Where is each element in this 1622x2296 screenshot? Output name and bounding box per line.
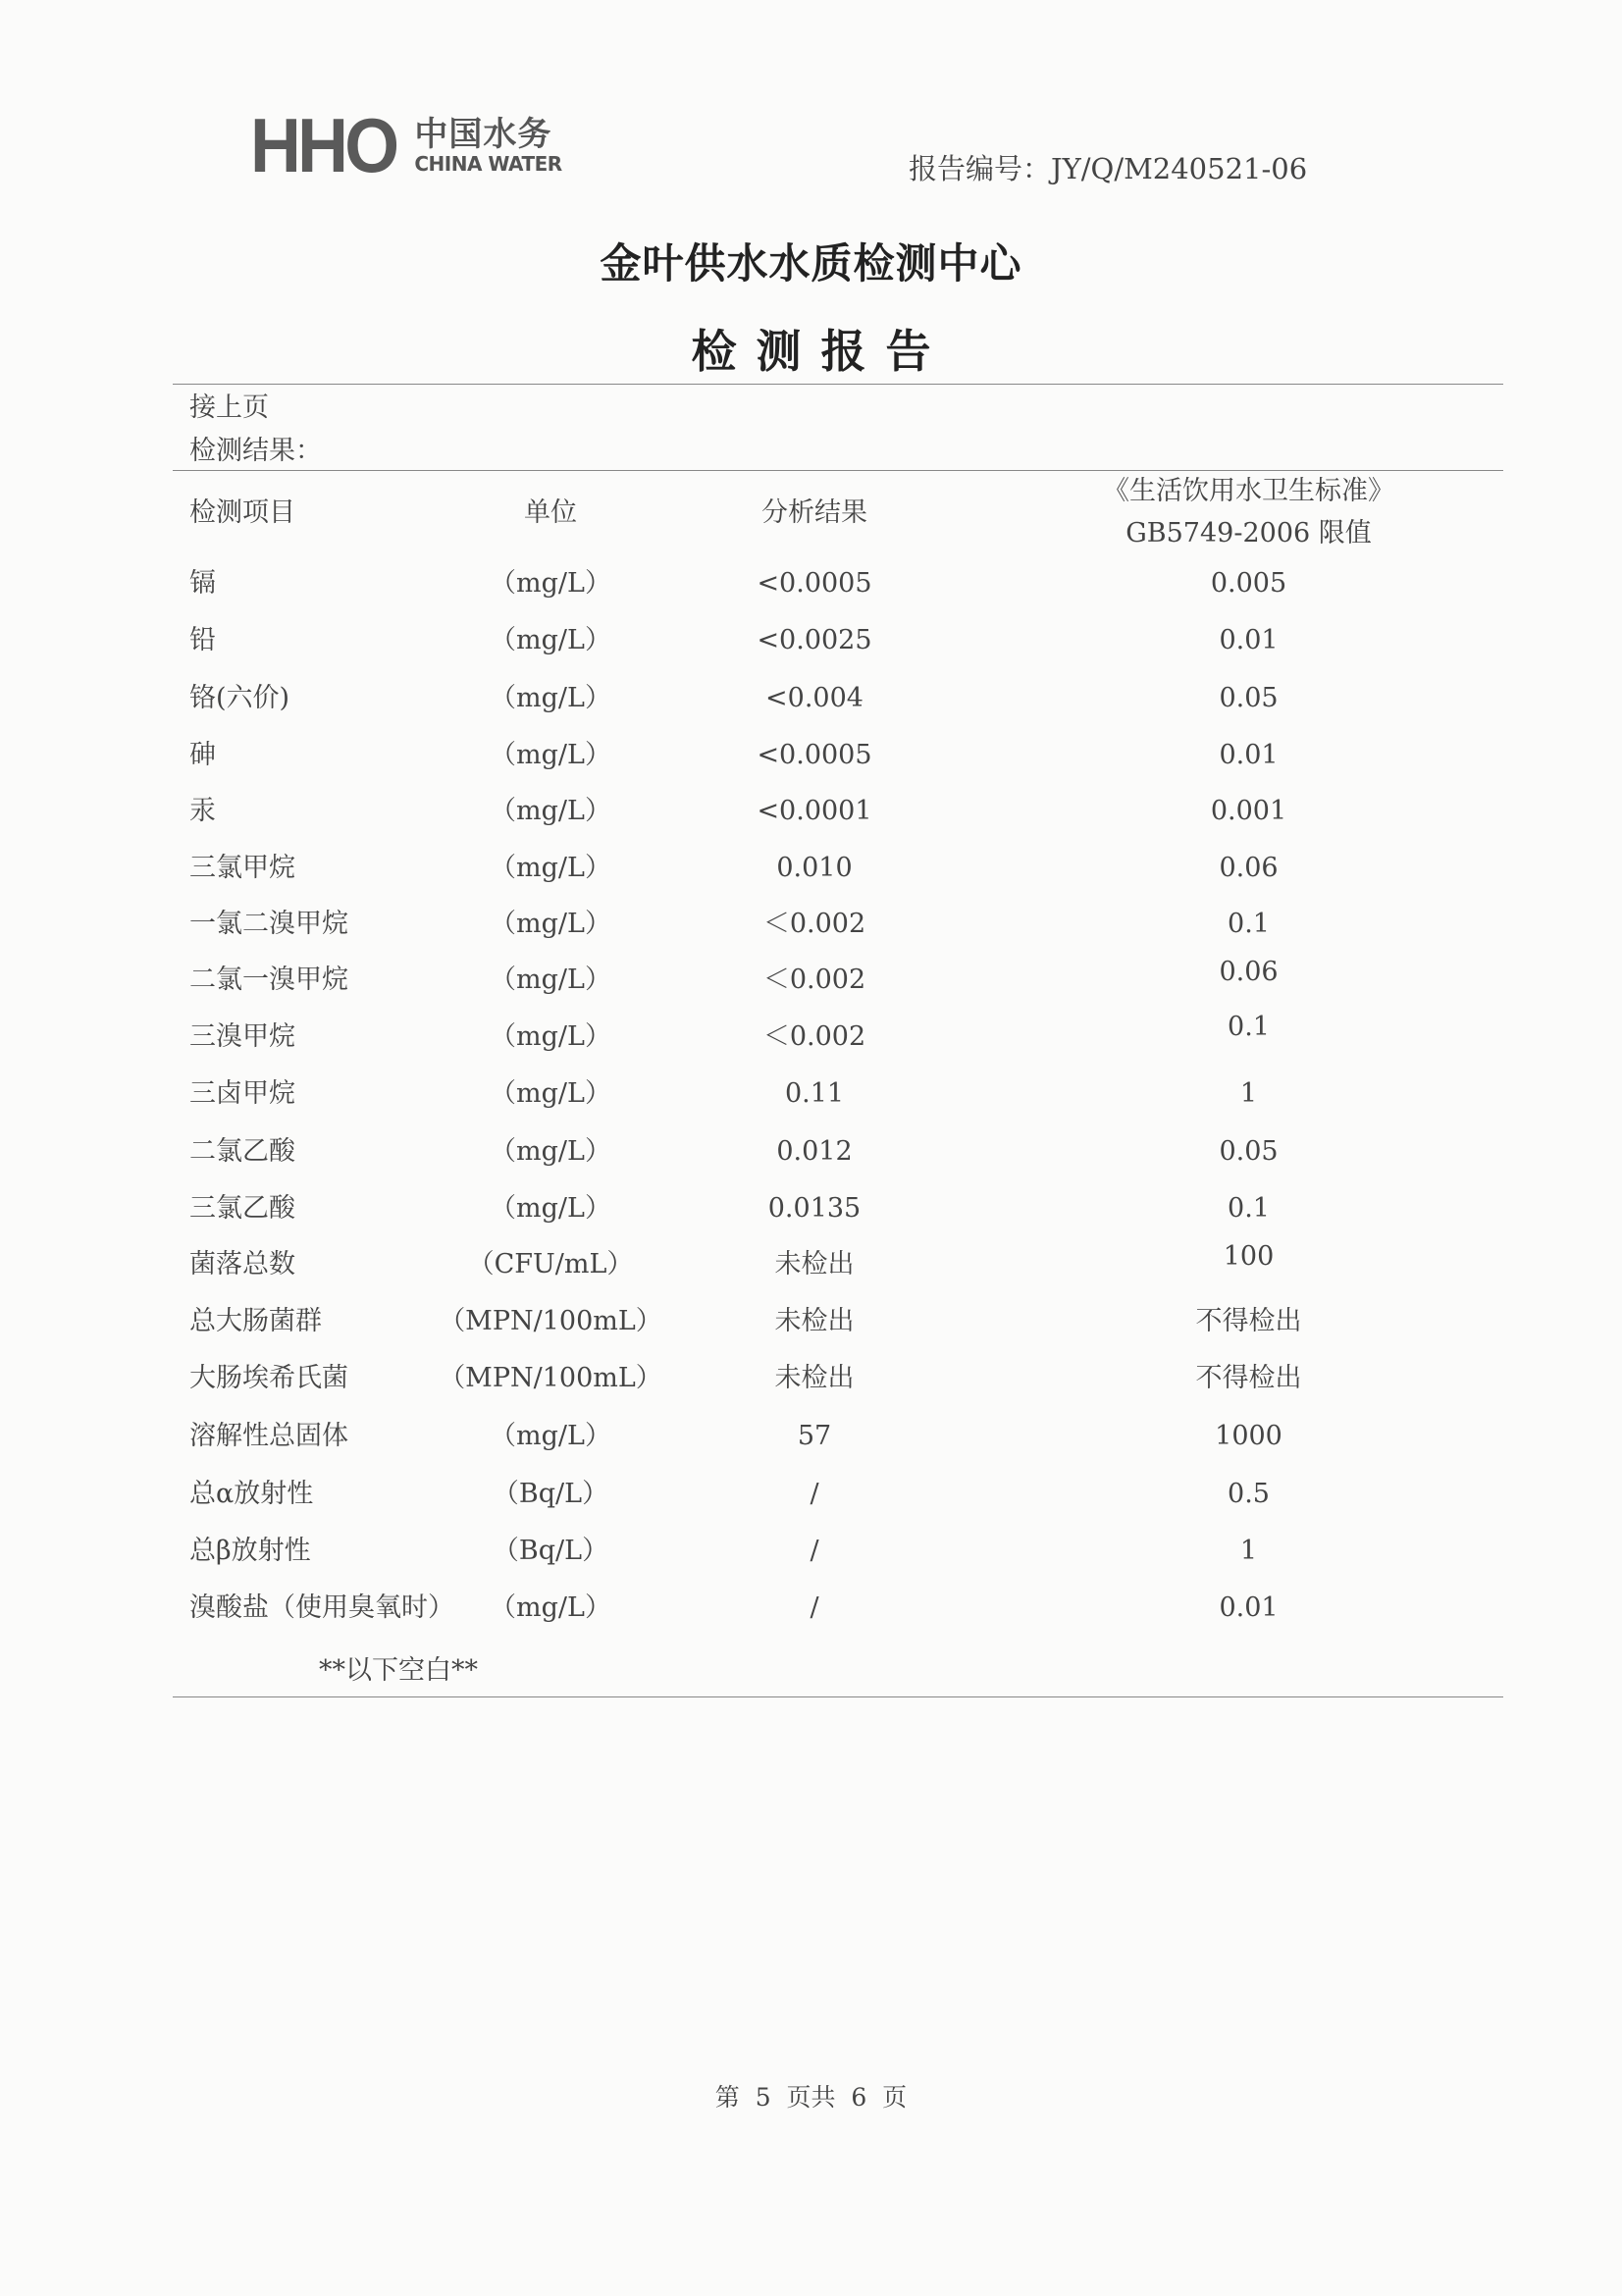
results-label: 检测结果： xyxy=(189,436,322,466)
row-item: 总大肠菌群 xyxy=(189,1306,322,1336)
row-unit: （MPN/100mL） xyxy=(439,1306,662,1336)
row-result: <0.0005 xyxy=(757,740,872,770)
row-item: 三卤甲烷 xyxy=(189,1078,295,1109)
report-title: 检测报告 xyxy=(691,325,951,378)
row-result: 未检出 xyxy=(774,1363,855,1393)
row-item: 大肠埃希氏菌 xyxy=(189,1363,348,1393)
row-limit: 0.01 xyxy=(1219,625,1279,655)
row-unit: （mg/L） xyxy=(490,1136,611,1167)
page-footer: 第 5 页共 6 页 xyxy=(714,2083,908,2112)
row-limit: 0.1 xyxy=(1228,1012,1270,1042)
row-limit: 1 xyxy=(1239,1536,1258,1566)
row-limit: 0.001 xyxy=(1210,796,1287,826)
row-item: 镉 xyxy=(189,568,216,599)
row-limit: 0.01 xyxy=(1219,1592,1279,1623)
top-divider xyxy=(173,384,1503,385)
row-item: 三氯甲烷 xyxy=(189,853,295,883)
row-unit: （mg/L） xyxy=(490,909,611,939)
row-unit: （mg/L） xyxy=(490,1421,611,1451)
row-unit: （mg/L） xyxy=(490,796,611,826)
row-limit: 0.005 xyxy=(1210,568,1287,599)
row-limit: 0.05 xyxy=(1219,1136,1279,1167)
row-unit: （mg/L） xyxy=(490,740,611,770)
header-limit xyxy=(1079,470,1418,554)
row-limit: 0.06 xyxy=(1219,957,1279,987)
row-limit: 0.5 xyxy=(1228,1479,1270,1509)
row-result: 0.11 xyxy=(784,1078,845,1109)
row-limit: 100 xyxy=(1223,1241,1275,1272)
row-item: 铅 xyxy=(189,625,216,655)
row-result: <0.004 xyxy=(765,683,863,713)
row-item: 溴酸盐（使用臭氧时） xyxy=(189,1592,454,1623)
logo-text xyxy=(414,116,561,175)
row-limit: 0.1 xyxy=(1228,909,1270,939)
row-result: 0.012 xyxy=(776,1136,853,1167)
row-result: ＜0.002 xyxy=(762,909,866,939)
row-result: 未检出 xyxy=(774,1306,855,1336)
row-item: 砷 xyxy=(189,740,216,770)
row-unit: （mg/L） xyxy=(490,568,611,599)
header-item: 检测项目 xyxy=(189,497,295,528)
row-limit: 不得检出 xyxy=(1195,1306,1302,1336)
row-result: 未检出 xyxy=(774,1249,855,1279)
row-result: ＜0.002 xyxy=(762,1021,866,1052)
row-limit: 0.1 xyxy=(1228,1193,1270,1224)
row-item: 汞 xyxy=(189,796,216,826)
row-unit: （Bq/L） xyxy=(492,1479,609,1509)
row-limit: 1 xyxy=(1239,1078,1258,1109)
row-unit: （mg/L） xyxy=(490,1021,611,1052)
row-item: 铬(六价) xyxy=(189,683,290,713)
row-unit: （mg/L） xyxy=(490,853,611,883)
row-unit: （CFU/mL） xyxy=(467,1249,634,1279)
row-result: / xyxy=(810,1479,819,1509)
row-unit: （mg/L） xyxy=(490,1078,611,1109)
row-result: / xyxy=(810,1536,819,1566)
organization-title: 金叶供水水质检测中心 xyxy=(600,239,1022,287)
report-number: 报告编号：JY/Q/M240521-06 xyxy=(909,152,1308,185)
row-result: <0.0001 xyxy=(757,796,872,826)
row-item: 总α放射性 xyxy=(189,1479,314,1509)
logo-mark: HHO xyxy=(250,102,396,188)
china-water-logo xyxy=(250,102,562,188)
row-result: <0.0005 xyxy=(757,568,872,599)
row-limit: 0.01 xyxy=(1219,740,1279,770)
row-limit: 0.06 xyxy=(1219,853,1279,883)
row-item: 溶解性总固体 xyxy=(189,1421,348,1451)
header-limit-standard: 《生活饮用水卫生标准》 xyxy=(1103,476,1394,506)
row-result: / xyxy=(810,1592,819,1623)
row-item: 一氯二溴甲烷 xyxy=(189,909,348,939)
continued-label: 接上页 xyxy=(189,392,269,423)
row-item: 三氯乙酸 xyxy=(189,1193,295,1224)
row-result: ＜0.002 xyxy=(762,965,866,995)
row-item: 三溴甲烷 xyxy=(189,1021,295,1052)
row-unit: （mg/L） xyxy=(490,625,611,655)
row-limit: 1000 xyxy=(1215,1421,1282,1451)
row-result: 0.010 xyxy=(776,853,853,883)
row-unit: （Bq/L） xyxy=(492,1536,609,1566)
row-item: 菌落总数 xyxy=(189,1249,295,1279)
row-result: 0.0135 xyxy=(767,1193,862,1224)
row-unit: （mg/L） xyxy=(490,965,611,995)
header-unit: 单位 xyxy=(524,497,577,528)
row-limit: 0.05 xyxy=(1219,683,1279,713)
header-result: 分析结果 xyxy=(761,497,867,528)
row-limit: 不得检出 xyxy=(1195,1363,1302,1393)
logo-english-name: CHINA WATER xyxy=(414,152,562,176)
header-limit-code: GB5749-2006 限值 xyxy=(1125,518,1372,548)
row-unit: （mg/L） xyxy=(490,1193,611,1224)
logo-chinese-name: 中国水务 xyxy=(414,115,552,154)
row-unit: （mg/L） xyxy=(490,683,611,713)
bottom-divider xyxy=(173,1696,1503,1697)
row-item: 总β放射性 xyxy=(189,1536,311,1566)
row-item: 二氯一溴甲烷 xyxy=(189,965,348,995)
row-unit: （mg/L） xyxy=(490,1592,611,1623)
row-item: 二氯乙酸 xyxy=(189,1136,295,1167)
row-unit: （MPN/100mL） xyxy=(439,1363,662,1393)
row-result: <0.0025 xyxy=(757,625,872,655)
row-result: 57 xyxy=(797,1421,832,1451)
end-note: **以下空白** xyxy=(319,1655,478,1686)
